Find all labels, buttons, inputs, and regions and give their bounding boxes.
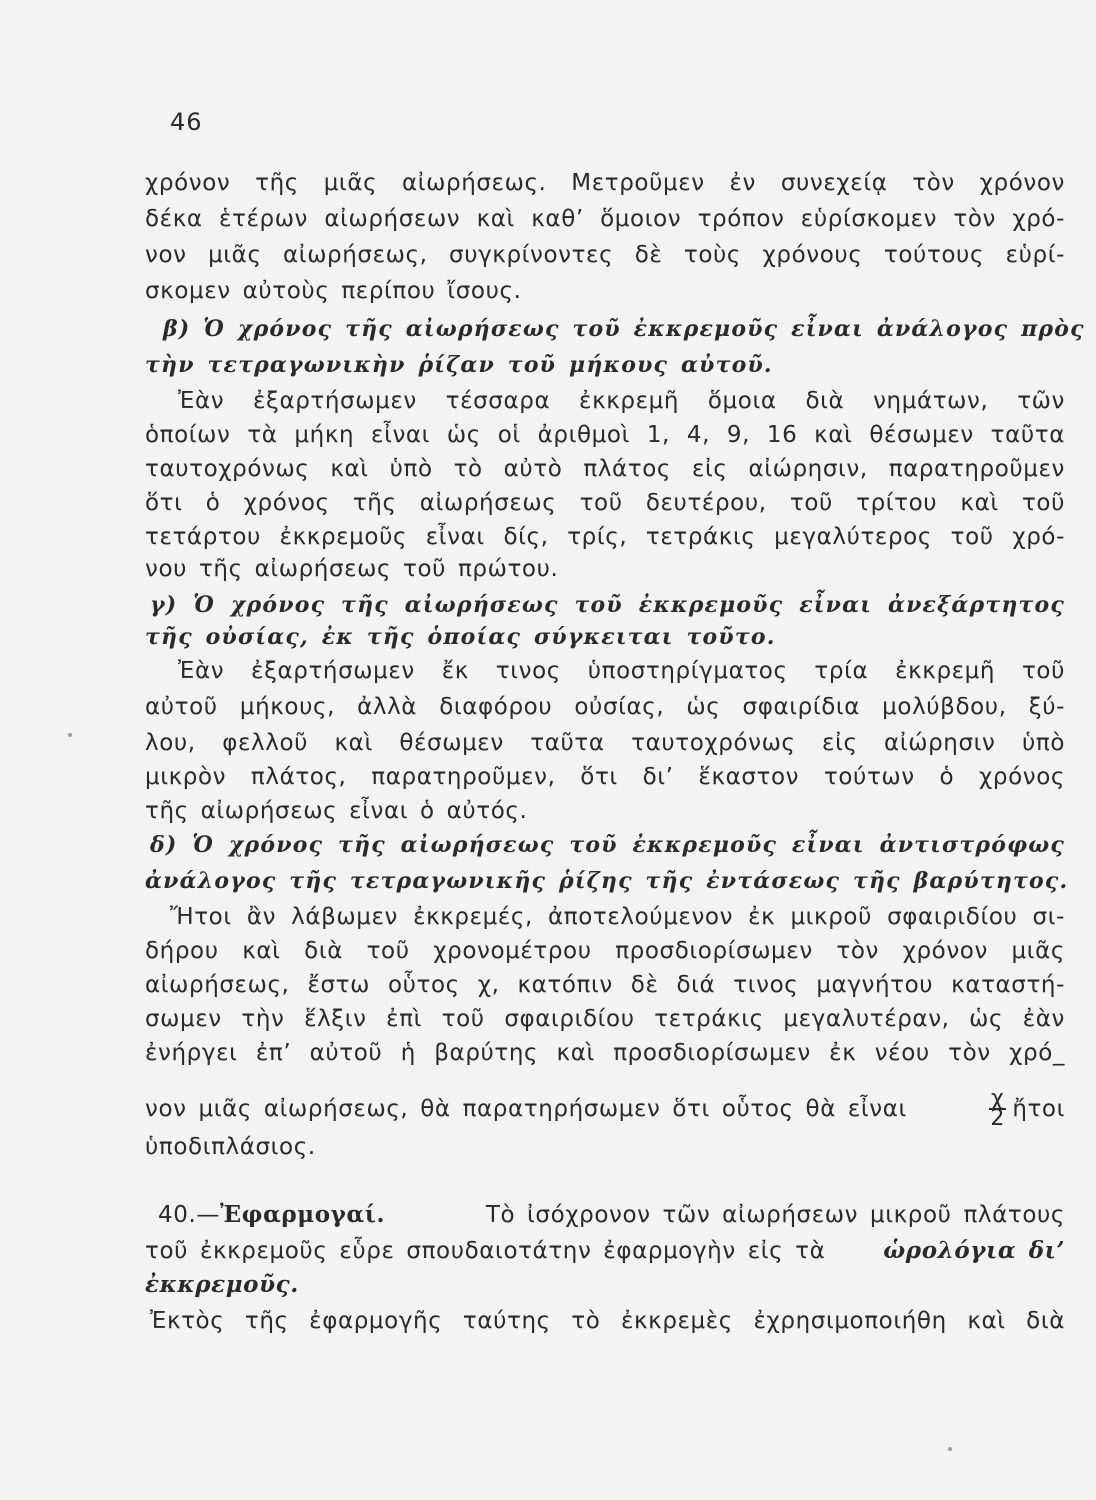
fraction-denominator: 2 xyxy=(990,1106,1005,1131)
text-line: τετάρτου ἐκκρεμοῦς εἶναι δίς, τρίς, τετράκις μεγαλύτερος τοῦ χρό- xyxy=(145,524,1065,550)
text-line: σωμεν τὴν ἕλξιν ἐπὶ τοῦ σφαιριδίου τετράκις μεγαλυτέραν, ὡς ἐὰν xyxy=(145,1006,1065,1032)
text-line: ὑποδιπλάσιος. xyxy=(145,1134,316,1160)
text-line: Ἤτοι ἂν λάβωμεν ἐκκρεμές, ἀποτελούμενον ἐκ μικροῦ σφαιριδίου σι- xyxy=(170,904,1065,930)
fraction-x-over-2 xyxy=(989,1086,1006,1131)
page-number: 46 xyxy=(170,108,203,136)
section-heading-c: γ) Ὁ χρόνος τῆς αἰωρήσεως τοῦ ἐκκρεμοῦς εἶναι ἀνεξάρτητος xyxy=(150,592,1065,618)
text-line: αὐτοῦ μήκους, ἀλλὰ διαφόρου οὐσίας, ὡς σφαιρίδια μολύβδου, ξύ- xyxy=(145,694,1065,720)
section-heading-b-cont: τὴν τετραγωνικὴν ῥίζαν τοῦ μήκους αὐτοῦ. xyxy=(145,352,773,378)
text-line: σκομεν αὐτοὺς περίπου ἴσους. xyxy=(145,278,522,304)
text-line: νον μιᾶς αἰωρήσεως, συγκρίνοντες δὲ τοὺς χρόνους τούτους εὑρί- xyxy=(145,242,1065,268)
text-line: Ἐὰν ἐξαρτήσωμεν τέσσαρα ἐκκρεμῆ ὅμοια διὰ νημάτων, τῶν xyxy=(178,388,1065,414)
section-heading-d-cont: ἀνάλογος τῆς τετραγωνικῆς ῥίζης τῆς ἐντάσεως τῆς βαρύτητος. xyxy=(145,868,1069,894)
text-line-with-fraction xyxy=(145,1086,1065,1131)
fraction-numerator: χ xyxy=(991,1086,1005,1111)
scan-speck xyxy=(948,1447,952,1451)
text-line: Ἐὰν ἐξαρτήσωμεν ἔκ τινος ὑποστηρίγματος τρία ἐκκρεμῆ τοῦ xyxy=(178,658,1065,684)
section-heading-b: β) Ὁ χρόνος τῆς αἰωρήσεως τοῦ ἐκκρεμοῦς εἶναι ἀνάλογος πρὸς xyxy=(163,316,1085,342)
text-line: χρόνον τῆς μιᾶς αἰωρήσεως. Μετροῦμεν ἐν συνεχείᾳ τὸν χρόνον xyxy=(145,170,1065,196)
text-line: ἐνήργει ἐπ’ αὐτοῦ ἡ βαρύτης καὶ προσδιορίσωμεν ἐκ νέου τὸν χρό_ xyxy=(145,1040,1065,1066)
scan-speck xyxy=(68,733,72,737)
section-heading-c-cont: τῆς οὐσίας, ἐκ τῆς ὁποίας σύγκειται τοῦτο. xyxy=(145,624,776,650)
emphasis-term-cont: ἐκκρεμοῦς. xyxy=(145,1271,299,1298)
section-heading-d: δ) Ὁ χρόνος τῆς αἰωρήσεως τοῦ ἐκκρεμοῦς εἶναι ἀντιστρόφως xyxy=(150,832,1065,858)
section-title: Ἐφαρμογαί. xyxy=(219,1201,386,1228)
text-line: Ἐκτὸς τῆς ἐφαρμογῆς ταύτης τὸ ἐκκρεμὲς ἐχρησιμοποιήθη καὶ διὰ xyxy=(150,1308,1065,1334)
text-segment: τοῦ ἐκκρεμοῦς εὗρε σπουδαιοτάτην ἐφαρμογὴν εἰς τὰ xyxy=(145,1238,826,1264)
text-segment: ἤτοι xyxy=(1012,1096,1065,1122)
text-line: λου, φελλοῦ καὶ θέσωμεν ταῦτα ταυτοχρόνως εἰς αἰώρησιν ὑπὸ xyxy=(145,730,1065,756)
text-line: ὅτι ὁ χρόνος τῆς αἰωρήσεως τοῦ δευτέρου, τοῦ τρίτου καὶ τοῦ xyxy=(145,490,1065,516)
text-line: δέκα ἑτέρων αἰωρήσεων καὶ καθ’ ὅμοιον τρόπον εὑρίσκομεν τὸν χρό- xyxy=(145,206,1065,232)
section-number: 40.— xyxy=(158,1202,220,1228)
text-line: νου τῆς αἰωρήσεως τοῦ πρώτου. xyxy=(145,556,559,582)
text-segment: Τὸ ἰσόχρονον τῶν αἰωρήσεων μικροῦ πλάτους xyxy=(485,1202,1065,1228)
text-line: μικρὸν πλάτος, παρατηροῦμεν, ὅτι δι’ ἕκαστον τούτων ὁ χρόνος xyxy=(145,764,1065,790)
text-line: αἰωρήσεως, ἔστω οὗτος χ, κατόπιν δὲ διά τινος μαγνήτου καταστή- xyxy=(145,972,1065,998)
text-line: τῆς αἰωρήσεως εἶναι ὁ αὐτός. xyxy=(145,798,528,824)
section-40-heading-line xyxy=(158,1200,1065,1230)
text-line xyxy=(145,1236,1065,1266)
text-line: ταυτοχρόνως καὶ ὑπὸ τὸ αὐτὸ πλάτος εἰς αἰώρησιν, παρατηροῦμεν xyxy=(145,456,1065,482)
text-line: δήρου καὶ διὰ τοῦ χρονομέτρου προσδιορίσωμεν τὸν χρόνον μιᾶς xyxy=(145,938,1065,964)
emphasis-term: ὡρολόγια δι’ xyxy=(883,1237,1065,1264)
text-segment: νον μιᾶς αἰωρήσεως, θὰ παρατηρήσωμεν ὅτι οὗτος θὰ εἶναι xyxy=(145,1096,907,1122)
text-line: ὁποίων τὰ μήκη εἶναι ὡς οἱ ἀριθμοὶ 1, 4, 9, 16 καὶ θέσωμεν ταῦτα xyxy=(145,422,1065,448)
